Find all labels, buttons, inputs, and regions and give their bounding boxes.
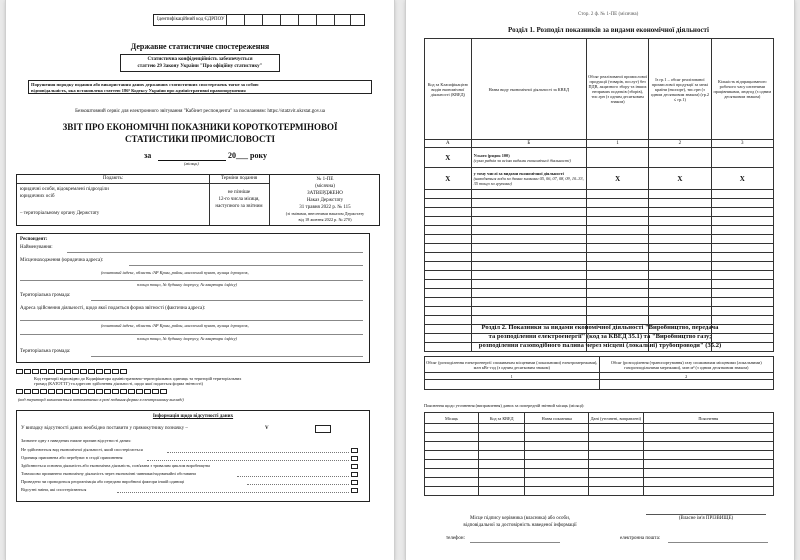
- changes-line-2: від 18 жовтня 2022 р. № 270): [298, 217, 352, 222]
- absence-mark-line: У випадку відсутності даних необхідно поставити у прямокутнику позначку –: [21, 426, 188, 431]
- table-row[interactable]: [425, 487, 774, 496]
- energy-value-cell-1[interactable]: [425, 380, 600, 390]
- energy-col-number-2: 2: [599, 373, 774, 380]
- corr-header-indicator: Назва показника: [525, 413, 589, 424]
- corr-header-kved: Код за КВЕД: [479, 413, 525, 424]
- absence-reason-checkbox[interactable]: [351, 464, 358, 469]
- email-field[interactable]: [668, 542, 768, 543]
- row-total-note: (сума рядків за всіма видами економічної діяльності): [473, 157, 571, 163]
- report-title-line-2: СТАТИСТИКИ ПРОМИСЛОВОСТІ: [124, 134, 276, 144]
- table-row[interactable]: [425, 451, 774, 460]
- org-title: Державне статистичне спостереження: [130, 42, 270, 51]
- table-row[interactable]: [425, 280, 774, 289]
- absence-reason-checkbox[interactable]: [351, 448, 358, 453]
- name-field[interactable]: [67, 252, 363, 253]
- name-label: Найменування:: [20, 245, 53, 250]
- table-row[interactable]: [425, 217, 774, 226]
- period-prefix: за: [144, 151, 152, 160]
- section2-title-line-3: розподілення газоподібного палива через місцеві (локальні) трубопроводи" (35.2): [478, 342, 722, 349]
- absence-reason-line: Зазначте одну з наведених нижче причин відсутності даних:: [21, 438, 132, 443]
- absence-box: [16, 410, 370, 502]
- energy-col-header-1: Обсяг (розподілення електроенергії споживачам місцевими (локальними) електромережами), млн кВт·год (з одним десятковим знаком): [425, 357, 600, 373]
- section2-title-line-2: та розподілення електроенергії" (код за КВЕД 35.1) та "Виробництво газу;: [488, 333, 712, 340]
- table-header-who: Подають:: [102, 176, 124, 181]
- corr-header-explanation: Пояснення: [643, 413, 774, 424]
- table-row[interactable]: [425, 469, 774, 478]
- signature-name-field[interactable]: [646, 514, 766, 515]
- row-breakdown-label: [471, 168, 586, 190]
- period-hint: (місяць): [184, 161, 199, 166]
- when-line-3: наступного за звітним: [215, 204, 263, 209]
- x-mark: Х: [711, 168, 773, 190]
- who-line-2: юридичних осіб: [20, 194, 55, 199]
- approved-label: ЗАТВЕРДЖЕНО: [307, 191, 343, 196]
- absence-checkbox[interactable]: [315, 425, 331, 433]
- table-row[interactable]: [425, 460, 774, 469]
- email-label: електронна пошта:: [620, 536, 661, 541]
- absence-title: Інформація щодо відсутності даних: [152, 414, 234, 419]
- table-row[interactable]: [425, 226, 774, 235]
- confidential-line-1: Статистична конфіденційність забезпечується: [147, 57, 253, 62]
- row-total-title: Усього (рядок 100): [473, 152, 510, 158]
- when-line-1: не пізніше: [227, 190, 251, 195]
- form-period: (місячна): [315, 184, 335, 189]
- row-total-code: Х: [425, 148, 472, 168]
- subheader-cell: Б: [471, 140, 586, 148]
- absence-reason-checkbox[interactable]: [351, 488, 358, 493]
- activity-address-label: Адреса здійснення діяльності, щодо якої подається форма звітності (фактична адреса):: [20, 306, 206, 311]
- absence-reason-text: Проведено чи проводиться реорганізація або передано виробничі фактори іншій одиниці: [21, 479, 185, 484]
- table-row[interactable]: [425, 190, 774, 199]
- table-row[interactable]: [425, 244, 774, 253]
- subheader-cell: 1: [586, 140, 648, 148]
- report-title-line-1: ЗВІТ ПРО ЕКОНОМІЧНІ ПОКАЗНИКИ КОРОТКОТЕРМІНОВОЇ: [62, 122, 338, 132]
- energy-col-number-1: 1: [425, 373, 600, 380]
- table-row[interactable]: [425, 298, 774, 307]
- corr-header-data: Дані (уточнені, виправлені): [589, 413, 643, 424]
- absence-reason-text: Не здійснюється вид економічної діяльності, який спостерігається: [21, 447, 143, 452]
- absence-reason-text: Одиниця припинена або перебуває в стадії припинення: [21, 455, 123, 460]
- subheader-cell: 2: [649, 140, 711, 148]
- subheader-cell: 3: [711, 140, 773, 148]
- signature-left-line-2: відповідальної за достовірність наведеної інформації: [463, 523, 577, 528]
- submission-table: [16, 174, 380, 226]
- katottg-hint: (код території визначається автоматично в разі подання форми в електронному вигляді): [18, 397, 184, 402]
- order-date: 31 травня 2022 р. № 115: [299, 205, 351, 210]
- table-row[interactable]: [425, 253, 774, 262]
- respondent-box: [16, 233, 370, 363]
- table-row[interactable]: [425, 433, 774, 442]
- table-row[interactable]: [425, 424, 774, 433]
- signature-name-hint: (Власне ім'я ПРІЗВИЩЕ): [678, 516, 734, 521]
- phone-field[interactable]: [470, 542, 560, 543]
- form-page-1: [6, 0, 394, 560]
- address-hint-4: площа тощо, № будинку /корпусу, № квартири /офісу): [137, 336, 237, 341]
- absence-mark-symbol: V: [265, 426, 269, 431]
- form-page-2: [406, 0, 794, 560]
- absence-reason-text: Тимчасово припинено економічну діяльність через економічні чинники/надзвичайні обставини: [21, 471, 196, 476]
- who-line-1: юридичні особи, відокремлені підрозділи: [20, 187, 109, 192]
- energy-col-header-2: Обсяг (розподілення (транспортування) газу споживачам місцевими (локальними) газорозподільними мережами), млн м³ (з одним десятковим знаком): [599, 357, 774, 373]
- col-header-3: Кількість відпрацьованого робочого часу штатними працівниками, людгод (з одним десятковим знаком): [711, 39, 773, 140]
- table-row[interactable]: [425, 235, 774, 244]
- community-label: Територіальна громада:: [20, 293, 71, 298]
- warning-line-1: Порушення порядку подання або використання даних державних статистичних спостережень тягне за собою: [31, 82, 259, 87]
- community-label-2: Територіальна громада:: [20, 349, 71, 354]
- table-row[interactable]: [425, 442, 774, 451]
- confidential-line-2: статтею 29 Закону України "Про офіційну статистику": [137, 64, 263, 69]
- absence-reason-checkbox[interactable]: [351, 480, 358, 485]
- row-breakdown-code: Х: [425, 168, 472, 190]
- absence-reason-text: Відсутні зміни, які спостерігаються: [21, 487, 87, 492]
- table-row[interactable]: [425, 199, 774, 208]
- confidentiality-box: [120, 54, 280, 72]
- absence-reason-checkbox[interactable]: [351, 472, 358, 477]
- col-header-2: Із гр.1 – обсяг реалізованої промислової продукції за межі країни (експорт), тис.грн (з одним десятковим знаком) (гр.2 ≤ гр.1): [649, 39, 711, 140]
- address-hint-1: (поштовий індекс, область /АР Крим, район, населений пункт, вулиця /провулок,: [101, 270, 249, 275]
- table-row[interactable]: [425, 271, 774, 280]
- col-header-code: Код за Класифікацією видів економічної діяльності (КВЕД): [425, 39, 472, 140]
- katottg-line-2: громад (КАТОТТГ) та адресою здійснення діяльності, щодо якої подається форма звітності): [34, 381, 203, 386]
- edrpou-label: Ідентифікаційний код ЄДРПОУ: [157, 17, 225, 22]
- absence-reason-checkbox[interactable]: [351, 456, 358, 461]
- edrpou-box[interactable]: [153, 14, 365, 26]
- row-total-label: [471, 148, 586, 168]
- col-header-1: Обсяг реалізованої промислової продукції (товарів, послуг) без ПДВ, акцизного збору та інших непрямих податків (зборів), тис.грн (з одним десятковим знаком): [586, 39, 648, 140]
- order-label: Наказ Держстату: [306, 198, 344, 203]
- section2-title-line-1: Розділ 2. Показники за видами економічної діяльності "Виробництво, передача: [481, 324, 719, 331]
- section1-title: Розділ 1. Розподіл показників за видами економічної діяльності: [508, 26, 709, 34]
- katottg-code-cells[interactable]: [16, 369, 136, 376]
- row-breakdown-title: у тому числі за видами економічної діяльності: [473, 171, 564, 176]
- row-total-col2-cell[interactable]: [649, 148, 711, 168]
- x-mark: Х: [649, 168, 711, 190]
- x-mark: Х: [586, 168, 648, 190]
- katottg-value-cells[interactable]: [16, 389, 166, 396]
- table-header-when: Терміни подання: [220, 176, 258, 181]
- signature-left-line-1: Місце підпису керівника (власника) або особи,: [469, 516, 571, 521]
- katottg-line-1: Код території відповідно до Кодифікатора адміністративно-територіальних одиниць та територій територіальних: [34, 376, 242, 381]
- when-line-2: 12-го числа місяця,: [218, 197, 260, 202]
- warning-line-2: відповідальність, яка встановлена статтею 186³ Кодексу України про адміністративні правопорушення: [31, 88, 246, 93]
- respondent-title: Респондент:: [20, 237, 48, 242]
- form-number: № 1-ПЕ: [316, 177, 334, 182]
- col-header-name: Назва виду економічної діяльності за КВЕД: [471, 39, 586, 140]
- corrections-table: [424, 412, 774, 496]
- address-hint-2: площа тощо, № будинку /корпусу, № квартири /офісу): [137, 282, 237, 287]
- community-field[interactable]: [91, 300, 363, 301]
- corr-header-month: Місяць: [425, 413, 479, 424]
- location-label: Місцезнаходження (юридична адреса):: [20, 258, 104, 263]
- changes-line-1: (зі змінами, внесеними наказом Держстату: [285, 211, 365, 216]
- community-field-2[interactable]: [91, 356, 363, 357]
- table-row[interactable]: [425, 478, 774, 487]
- who-line-3: – територіальному органу Держстату: [20, 211, 100, 216]
- period-suffix: 20___ року: [228, 151, 267, 160]
- service-text[interactable]: Безкоштовний сервіс для електронного звітування "Кабінет респондента" за посиланням: https://statzvit.ukrstat.gov.ua: [75, 109, 325, 114]
- phone-label: телефон:: [446, 536, 465, 541]
- table-row[interactable]: [425, 289, 774, 298]
- table-row[interactable]: [425, 208, 774, 217]
- address-hint-3: (поштовий індекс, область /АР Крим, район, населений пункт, вулиця /провулок,: [101, 323, 249, 328]
- row-total-col1-cell[interactable]: [586, 148, 648, 168]
- energy-value-cell-2[interactable]: [599, 380, 774, 390]
- row-total-col3-cell[interactable]: [711, 148, 773, 168]
- warning-box: [28, 80, 372, 94]
- location-field[interactable]: [129, 265, 363, 266]
- table-row[interactable]: [425, 307, 774, 316]
- energy-table: [424, 356, 774, 390]
- table-row[interactable]: [425, 262, 774, 271]
- page2-header: Стор. 2 ф. № 1-ПЕ (місячна): [578, 12, 639, 17]
- kved-table: [424, 38, 774, 352]
- absence-reason-text: Здійснюється основна діяльність або економічна діяльність, пов'язана з тривалим циклом виробництва: [21, 463, 210, 468]
- subheader-cell: А: [425, 140, 472, 148]
- activity-address-field[interactable]: [20, 320, 363, 321]
- row-breakdown-note: (наводяться коди за двома знаками 05, 06, 07, 08, 09, 10–33, 35 тощо за групами): [473, 176, 584, 186]
- clarify-label: Пояснення щодо уточнення (виправлення) даних за попередній звітний місяць (місяці):: [424, 403, 585, 408]
